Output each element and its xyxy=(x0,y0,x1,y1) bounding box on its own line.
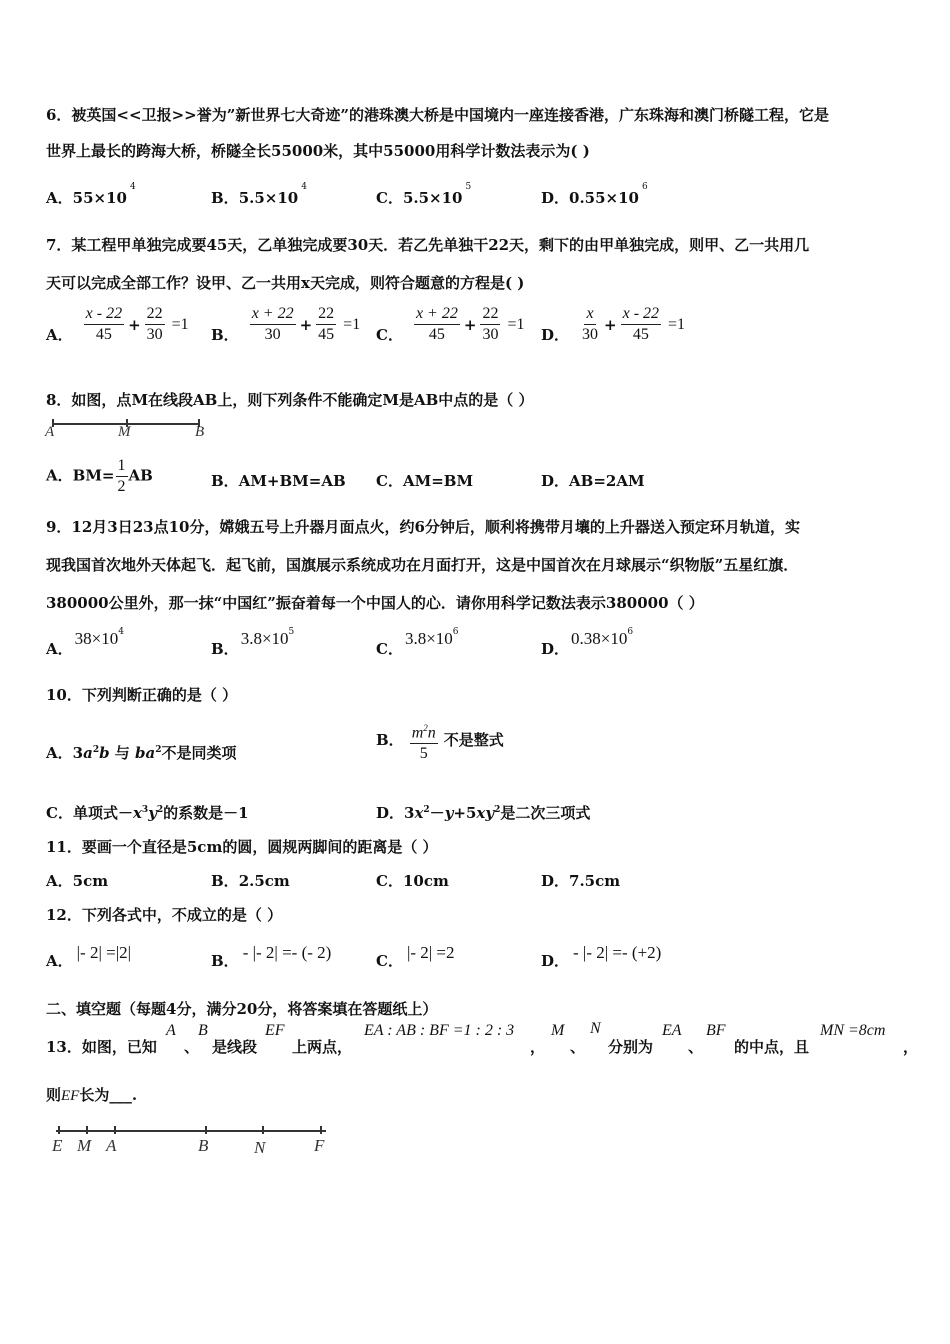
option-label: C． xyxy=(376,952,403,970)
fraction xyxy=(116,456,128,497)
num-var-m: m xyxy=(411,724,424,742)
q10a-exp2: 2 xyxy=(155,745,162,755)
numerator: x xyxy=(584,304,595,325)
fraction-2 xyxy=(621,304,661,345)
option-text: AB=2AM xyxy=(569,472,645,490)
q9-option-d xyxy=(541,627,634,659)
numerator: 1 xyxy=(116,456,128,477)
option-base: 0.55×10 xyxy=(569,189,639,207)
option-base: 0.38×10 xyxy=(571,629,628,648)
q10a-var-ba: ba xyxy=(135,744,156,762)
option-label: D． xyxy=(541,472,570,490)
denominator: 30 xyxy=(582,326,599,343)
equals-one: =1 xyxy=(171,315,189,333)
numerator: x - 22 xyxy=(84,304,124,325)
option-label: B． xyxy=(376,731,404,750)
option-label: C． xyxy=(376,189,403,207)
q8-option-d xyxy=(541,470,645,491)
q10a-mid: 与 xyxy=(109,744,136,762)
option-label: C． xyxy=(376,640,403,658)
option-label: D． xyxy=(541,872,570,890)
q13-n: N xyxy=(590,1020,601,1037)
option-label: B． xyxy=(211,326,239,344)
q10d-tail: 是二次三项式 xyxy=(500,804,591,822)
numerator: x + 22 xyxy=(414,304,460,325)
q10c-var-y: y xyxy=(148,804,157,822)
q6-line1: 6．被英国<<卫报>>誉为”新世界七大奇迹”的港珠澳大桥是中国境内一座连接香港，广东珠海和澳门桥隧工程，它是 xyxy=(46,106,829,124)
option-exponent: 6 xyxy=(627,627,634,637)
denominator: 45 xyxy=(95,326,112,343)
q9-option-a xyxy=(46,627,124,659)
option-label: B． xyxy=(211,872,239,890)
q13-l2b: 长为___. xyxy=(79,1086,138,1104)
q7-option-b xyxy=(211,304,360,345)
q13-comma: ， xyxy=(530,1038,546,1056)
option-label: B． xyxy=(211,640,239,658)
q10b-tail: 不是整式 xyxy=(443,731,504,750)
q11-option-b xyxy=(211,870,290,891)
q12-option-c xyxy=(376,943,455,971)
q13-t4: 分别为 xyxy=(608,1038,654,1056)
q8-stem: 8．如图，点M在线段AB上，则下列条件不能确定M是AB中点的是（ ） xyxy=(46,391,534,409)
label-e: E xyxy=(52,1136,63,1155)
equals-one: =1 xyxy=(343,315,361,333)
fraction xyxy=(410,718,438,764)
numerator: 22 xyxy=(480,304,500,325)
q10d-var-y: y xyxy=(444,804,454,822)
option-label: A． xyxy=(46,952,73,970)
tick-f xyxy=(320,1126,322,1134)
q13-t2: 是线段 xyxy=(212,1038,258,1056)
fraction-1 xyxy=(580,304,600,345)
q6-line2: 世界上最长的跨海大桥，桥隧全长55000米，其中55000用科学计数法表示为( ) xyxy=(46,142,590,160)
label-f: F xyxy=(314,1136,325,1155)
denominator: 45 xyxy=(632,326,649,343)
q13-l2a: 则 xyxy=(46,1086,62,1104)
q13-m: M xyxy=(551,1022,565,1039)
denominator: 30 xyxy=(482,326,499,343)
q10-option-d xyxy=(376,802,590,823)
q13-l2ef: EF xyxy=(61,1088,80,1104)
q13-ratio: EA : AB : BF =1 : 2 : 3 xyxy=(364,1022,515,1039)
option-exponent: 6 xyxy=(642,182,648,192)
equals-one: =1 xyxy=(507,315,525,333)
equals-one: =1 xyxy=(668,315,686,333)
option-label: D． xyxy=(541,640,570,658)
option-label: D． xyxy=(541,952,570,970)
q13-comma2: ， xyxy=(903,1038,919,1056)
q8-option-b xyxy=(211,470,346,491)
option-exponent: 6 xyxy=(452,627,459,637)
q10d-exp2: 2 xyxy=(494,805,501,815)
tick-n xyxy=(262,1126,264,1134)
q13-bf: BF xyxy=(706,1022,726,1039)
q11-option-d xyxy=(541,870,620,891)
tick-a xyxy=(114,1126,116,1134)
label-a: A xyxy=(45,424,55,440)
q10d-var-xy: xy xyxy=(476,804,495,822)
q9-line3: 380000公里外，那一抹“中国红”振奋着每一个中国人的心．请你用科学记数法表示380000（ ） xyxy=(46,594,704,612)
option-label: A． xyxy=(46,744,73,762)
option-label: A． xyxy=(46,872,73,890)
option-label: C． xyxy=(376,326,403,344)
q10c-exp2: 2 xyxy=(156,805,164,815)
option-label: B． xyxy=(211,472,239,490)
option-exponent: 4 xyxy=(118,627,124,637)
numerator: 22 xyxy=(316,304,336,325)
denominator: 5 xyxy=(419,745,428,763)
option-expression: - |- 2| =- (- 2) xyxy=(242,943,332,962)
q6-option-a xyxy=(46,182,136,208)
q7-option-d xyxy=(541,304,685,345)
q13-b: B xyxy=(198,1022,208,1039)
denominator: 2 xyxy=(117,478,126,495)
q10c-tail: 的系数是－1 xyxy=(163,804,249,822)
q12-option-a xyxy=(46,943,132,971)
numerator: 22 xyxy=(145,304,165,325)
q8-option-a xyxy=(46,456,153,497)
q7-line2: 天可以完成全部工作？设甲、乙一共用x天完成，则符合题意的方程是( ) xyxy=(46,274,525,292)
section-title: 二、填空题（每题4分，满分20分，将答案填在答题纸上） xyxy=(46,1000,438,1018)
q13-sep1: 、 xyxy=(184,1038,200,1056)
denominator: 45 xyxy=(428,326,445,343)
q10a-exp1: 2 xyxy=(92,745,100,755)
q10d-exp1: 2 xyxy=(423,805,430,815)
q10a-tail: 不是同类项 xyxy=(161,744,237,762)
option-text: AM+BM=AB xyxy=(238,472,346,490)
num-var-n: n xyxy=(427,724,436,742)
label-m: M xyxy=(77,1136,92,1155)
fraction-1 xyxy=(84,304,124,345)
plus-sign: + xyxy=(604,315,617,334)
tick-e xyxy=(58,1126,60,1134)
q9-line1: 9．12月3日23点10分，嫦娥五号上升器月面点火，约6分钟后，顺利将携带月壤的上升器送入预定环月轨道，实 xyxy=(46,518,800,536)
option-expression: |- 2| =2 xyxy=(406,943,455,962)
option-expression: - |- 2| =- (+2) xyxy=(573,943,662,962)
q13-sep3: 、 xyxy=(688,1038,704,1056)
q10d-var-x: x xyxy=(414,804,424,822)
q11-option-c xyxy=(376,870,449,891)
q10-option-b xyxy=(376,718,504,764)
denominator: 45 xyxy=(318,326,335,343)
q11-option-a xyxy=(46,870,108,891)
option-text: 7.5cm xyxy=(569,872,621,890)
q8-option-c xyxy=(376,470,473,491)
q10d-coef: 3 xyxy=(404,804,415,822)
option-label: A． xyxy=(46,326,73,344)
q10c-var-x: x xyxy=(132,804,142,822)
option-base: 55×10 xyxy=(72,189,127,207)
q13-a: A xyxy=(166,1022,176,1039)
plus-sign: + xyxy=(463,315,477,334)
q10a-var-a: a xyxy=(83,744,93,762)
q10-option-a xyxy=(46,742,237,763)
option-label: A． xyxy=(46,640,73,658)
q12-option-d xyxy=(541,943,662,971)
fraction-2 xyxy=(480,304,500,345)
label-b: B xyxy=(195,424,205,440)
label-m: M xyxy=(118,424,131,440)
tick-m xyxy=(86,1126,88,1134)
option-expression: |- 2| =|2| xyxy=(76,943,132,962)
label-n: N xyxy=(254,1138,266,1157)
option-exponent: 5 xyxy=(288,627,295,637)
option-base: 3.8×10 xyxy=(240,629,289,648)
option-label: D． xyxy=(376,804,405,822)
q13-mn: MN =8cm xyxy=(820,1022,886,1039)
option-base: 38×10 xyxy=(74,629,119,648)
option-exponent: 5 xyxy=(465,182,472,192)
q6-option-d xyxy=(541,182,648,208)
plus-sign: + xyxy=(299,315,313,334)
option-label: C． xyxy=(46,804,73,822)
q7-option-c xyxy=(376,304,524,345)
label-a: A xyxy=(106,1136,117,1155)
q10-stem: 10．下列判断正确的是（ ） xyxy=(46,686,238,704)
label-b: B xyxy=(198,1136,209,1155)
option-text: 2.5cm xyxy=(238,872,290,890)
q13-ea: EA xyxy=(662,1022,682,1039)
option-label: A． xyxy=(46,466,73,485)
option-exponent: 4 xyxy=(301,182,307,192)
num-exp: 2 xyxy=(423,723,428,733)
numerator: x + 22 xyxy=(250,304,296,325)
option-text: 10cm xyxy=(402,872,449,890)
option-label: D． xyxy=(541,189,570,207)
option-label: C． xyxy=(376,872,403,890)
q8-a-post: AB xyxy=(128,466,153,485)
fraction-1 xyxy=(414,304,460,345)
q9-option-b xyxy=(211,627,295,659)
q10a-var-b: b xyxy=(99,744,110,762)
q10c-exp1: 3 xyxy=(141,805,149,815)
q12-stem: 12．下列各式中，不成立的是（ ） xyxy=(46,906,283,924)
fraction-2 xyxy=(316,304,336,345)
plus-sign: + xyxy=(128,315,141,334)
q13-line2 xyxy=(46,1084,137,1105)
q8-a-pre: BM= xyxy=(72,466,115,485)
tick-b xyxy=(205,1126,207,1134)
option-base: 5.5×10 xyxy=(238,189,299,207)
fraction-2 xyxy=(145,304,165,345)
q13-t3: 上两点， xyxy=(292,1038,353,1056)
option-label: B． xyxy=(211,952,239,970)
numerator: x - 22 xyxy=(621,304,661,325)
option-exponent: 4 xyxy=(129,182,136,192)
q7-option-a xyxy=(46,304,189,345)
fraction-1 xyxy=(250,304,296,345)
option-text: AM=BM xyxy=(402,472,474,490)
q13-ef: EF xyxy=(265,1022,285,1039)
q10d-minus: － xyxy=(429,804,445,822)
q9-option-c xyxy=(376,627,459,659)
q6-option-b xyxy=(211,182,307,208)
denominator: 30 xyxy=(264,326,281,343)
numerator xyxy=(410,718,438,744)
option-label: C． xyxy=(376,472,403,490)
q13-t1: 13．如图，已知 xyxy=(46,1038,157,1056)
q11-stem: 11．要画一个直径是5cm的圆，圆规两脚间的距离是（ ） xyxy=(46,838,438,856)
q9-line2: 现我国首次地外天体起飞．起飞前，国旗展示系统成功在月面打开，这是中国首次在月球展示“织物版”五星红旗． xyxy=(46,556,799,574)
option-label: A． xyxy=(46,189,73,207)
option-base: 3.8×10 xyxy=(404,629,453,648)
option-label: D． xyxy=(541,326,570,344)
denominator: 30 xyxy=(146,326,163,343)
q12-option-b xyxy=(211,943,332,971)
option-text: 5cm xyxy=(72,872,109,890)
q10-option-c xyxy=(46,802,249,823)
segment-ef xyxy=(56,1130,326,1132)
q6-option-c xyxy=(376,182,472,208)
q7-line1: 7．某工程甲单独完成要45天，乙单独完成要30天．若乙先单独干22天，剩下的由甲单独完成，则甲、乙一共用几 xyxy=(46,236,810,254)
q10a-coef: 3 xyxy=(72,744,84,762)
q10c-pre: 单项式－ xyxy=(72,804,133,822)
q10d-plus: +5 xyxy=(453,804,477,822)
q13-sep2: 、 xyxy=(570,1038,586,1056)
option-base: 5.5×10 xyxy=(402,189,463,207)
q13-t5: 的中点，且 xyxy=(734,1038,810,1056)
option-label: B． xyxy=(211,189,239,207)
